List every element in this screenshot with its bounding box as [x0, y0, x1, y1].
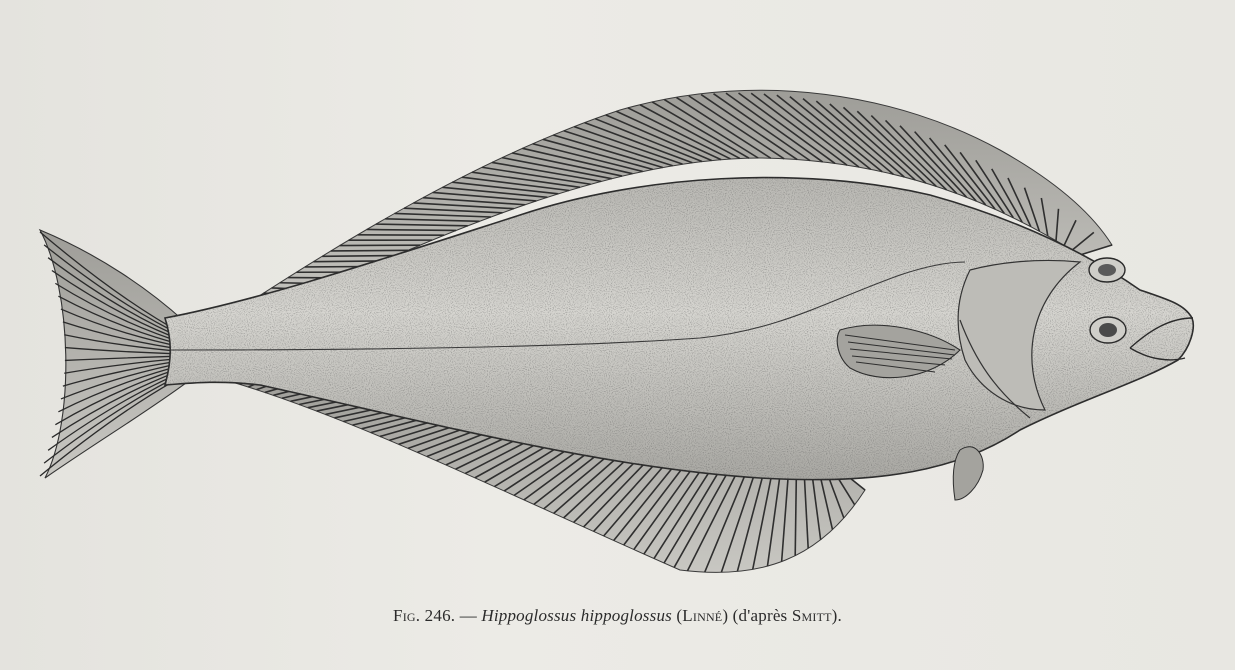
authority: Linné	[682, 606, 723, 625]
pelvic-fin	[953, 447, 983, 500]
credit-name: Smitt	[791, 606, 832, 625]
figure-caption: Fig. 246. — Hippoglossus hippoglossus (Linné) (d'après Smitt).	[393, 606, 842, 625]
caption-dash: —	[459, 606, 477, 625]
fin-ray	[331, 250, 408, 251]
fin-ray	[367, 229, 456, 230]
species-name: Hippoglossus hippoglossus	[481, 606, 672, 625]
fin-ray	[322, 256, 396, 257]
credit-prefix: d'après	[738, 606, 788, 625]
fig-number: 246.	[424, 606, 456, 625]
credit-suffix: ).	[831, 606, 842, 625]
fig-label: Fig.	[393, 606, 421, 625]
eye-lower	[1090, 317, 1126, 343]
eye-upper	[1089, 258, 1125, 282]
